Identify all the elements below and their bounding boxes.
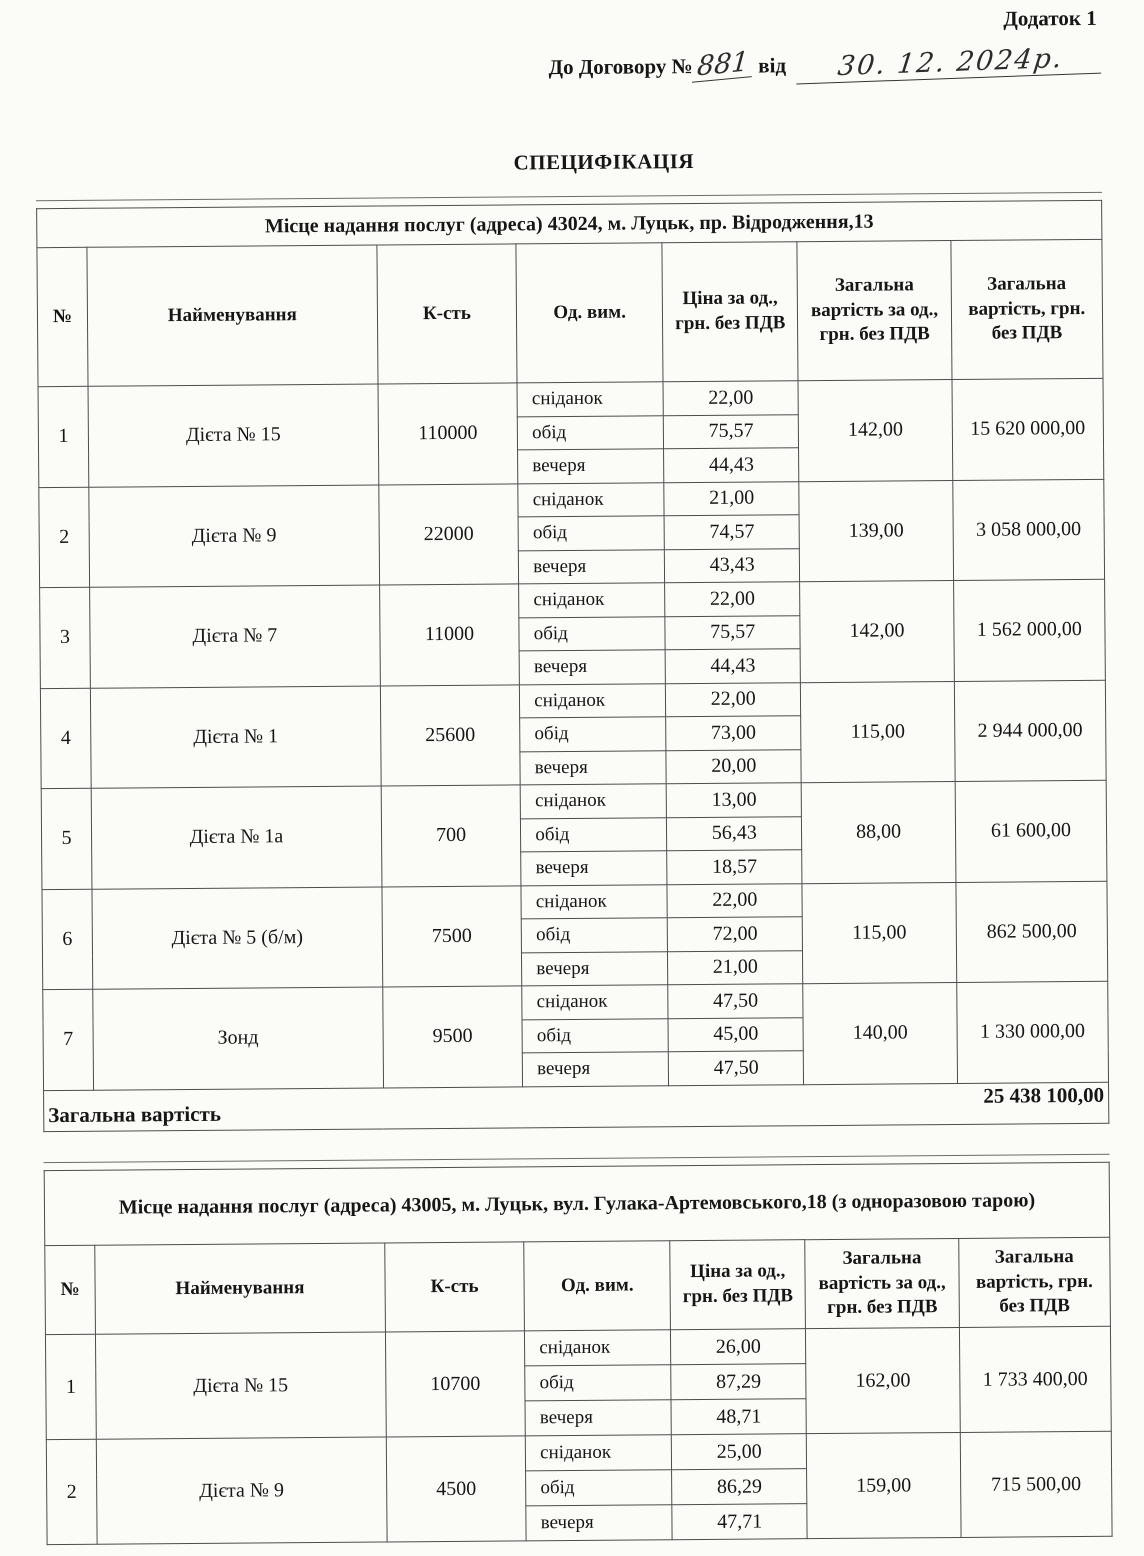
row-total-cell: 3 058 000,00 xyxy=(953,479,1105,581)
row-total-cell: 1 733 400,00 xyxy=(959,1326,1111,1432)
meal-price-cell: 75,57 xyxy=(663,414,799,449)
unit-total-cell: 142,00 xyxy=(798,380,952,482)
meal-unit-cell: сніданок xyxy=(525,1330,671,1366)
meal-unit-cell: сніданок xyxy=(520,683,666,718)
meal-unit-cell: вечеря xyxy=(520,750,666,785)
table-location-title: Місце надання послуг (адреса) 43024, м. Луцьк, пр. Відродження,13 xyxy=(37,200,1102,247)
col-header-total: Загальна вартість, грн. без ПДВ xyxy=(958,1237,1110,1327)
unit-total-cell: 140,00 xyxy=(803,982,957,1084)
diet-name-cell: Дієта № 9 xyxy=(89,485,379,588)
diet-row-line xyxy=(42,881,1107,923)
diet-name-cell: Дієта № 1а xyxy=(91,786,381,889)
grand-total-row xyxy=(44,1082,1109,1131)
meal-price-cell: 44,43 xyxy=(664,448,800,483)
table-location-row xyxy=(44,1162,1110,1245)
meal-price-cell: 48,71 xyxy=(671,1399,807,1435)
diet-row-line xyxy=(39,479,1104,521)
diet-name-cell: Дієта № 15 xyxy=(96,1332,387,1439)
diet-row-line xyxy=(40,579,1105,621)
quantity-cell: 110000 xyxy=(378,383,518,485)
meal-unit-cell: обід xyxy=(526,1470,672,1506)
col-header-unit: Од. вим. xyxy=(516,243,663,383)
quantity-cell: 25600 xyxy=(380,684,520,786)
grand-total-cell xyxy=(44,1082,1109,1131)
row-number-cell: 2 xyxy=(39,487,90,588)
diet-row-line xyxy=(45,1326,1110,1369)
meal-unit-cell: обід xyxy=(518,415,664,450)
diet-name-cell: Дієта № 15 xyxy=(88,384,378,487)
row-number-cell: 5 xyxy=(41,788,92,889)
col-header-number: № xyxy=(45,1245,96,1334)
diet-name-cell: Дієта № 5 (б/м) xyxy=(92,887,382,990)
diet-name-cell: Дієта № 1 xyxy=(90,686,380,789)
diet-row-line xyxy=(41,780,1106,822)
meal-unit-cell: вечеря xyxy=(521,851,667,886)
col-header-number: № xyxy=(37,247,88,386)
table-body xyxy=(38,378,1108,1090)
meal-price-cell: 21,00 xyxy=(664,481,800,516)
col-header-unit: Од. вим. xyxy=(524,1241,671,1331)
meal-price-cell: 74,57 xyxy=(664,515,800,550)
meal-price-cell: 75,57 xyxy=(665,615,801,650)
meal-price-cell: 20,00 xyxy=(666,749,802,784)
col-header-unit-total: Загальна вартість за од., грн. без ПДВ xyxy=(805,1238,959,1328)
column-header-row xyxy=(45,1237,1111,1334)
spec-table-hulaka-artemovskoho xyxy=(44,1162,1113,1545)
meal-unit-cell: сніданок xyxy=(521,884,667,919)
diet-name-cell: Дієта № 9 xyxy=(96,1437,387,1544)
quantity-cell: 11000 xyxy=(379,584,519,686)
meal-price-cell: 56,43 xyxy=(667,816,803,851)
meal-price-cell: 18,57 xyxy=(667,850,803,885)
meal-unit-cell: обід xyxy=(519,616,665,651)
unit-total-cell: 159,00 xyxy=(807,1432,961,1538)
col-header-qty: К-сть xyxy=(377,244,518,384)
spec-table-vidrodzhennia xyxy=(36,200,1109,1132)
meal-unit-cell: обід xyxy=(521,817,667,852)
contract-date-handwritten: 30. 12. 2024р. xyxy=(796,43,1104,84)
meal-price-cell: 47,71 xyxy=(672,1504,808,1540)
meal-unit-cell: сніданок xyxy=(519,583,665,618)
meal-unit-cell: вечеря xyxy=(522,951,668,986)
table-2-container xyxy=(44,1154,1113,1545)
quantity-cell: 700 xyxy=(381,785,521,887)
unit-total-cell: 142,00 xyxy=(800,581,954,683)
col-header-total: Загальна вартість, грн. без ПДВ xyxy=(951,239,1103,379)
quantity-cell: 10700 xyxy=(385,1331,525,1437)
diet-name-cell: Дієта № 7 xyxy=(90,585,380,688)
meal-price-cell: 45,00 xyxy=(668,1017,804,1052)
contract-prefix: До Договору № xyxy=(548,54,693,80)
meal-price-cell: 22,00 xyxy=(663,381,799,416)
quantity-cell: 4500 xyxy=(386,1436,526,1542)
row-number-cell: 7 xyxy=(43,989,94,1090)
diet-row-line xyxy=(38,378,1103,420)
grand-total-value: 25 438 100,00 xyxy=(983,1082,1105,1108)
meal-unit-cell: вечеря xyxy=(525,1400,671,1436)
meal-price-cell: 43,43 xyxy=(664,548,800,583)
unit-total-cell: 115,00 xyxy=(801,681,955,783)
document-title: СПЕЦИФІКАЦІЯ xyxy=(513,149,695,175)
meal-price-cell: 21,00 xyxy=(668,950,804,985)
meal-unit-cell: сніданок xyxy=(526,1435,672,1471)
diet-row-line xyxy=(43,981,1108,1023)
contract-number-handwritten: 881 xyxy=(692,48,754,83)
row-number-cell: 3 xyxy=(40,587,91,688)
row-number-cell: 2 xyxy=(46,1439,97,1544)
meal-price-cell: 44,43 xyxy=(665,649,801,684)
meal-price-cell: 47,50 xyxy=(668,1051,804,1086)
meal-unit-cell: вечеря xyxy=(519,549,665,584)
row-number-cell: 6 xyxy=(42,889,93,990)
col-header-price: Ціна за од., грн. без ПДВ xyxy=(670,1240,806,1330)
quantity-cell: 22000 xyxy=(379,483,519,585)
meal-unit-cell: сніданок xyxy=(520,784,666,819)
diet-row-line xyxy=(40,680,1105,722)
meal-unit-cell: сніданок xyxy=(522,985,668,1020)
col-header-qty: К-сть xyxy=(384,1242,524,1332)
col-header-unit-total: Загальна вартість за од., грн. без ПДВ xyxy=(797,241,951,381)
meal-price-cell: 22,00 xyxy=(665,682,801,717)
meal-price-cell: 22,00 xyxy=(665,582,801,617)
col-header-name: Найменування xyxy=(87,245,378,386)
table-body xyxy=(45,1326,1112,1544)
meal-price-cell: 72,00 xyxy=(667,917,803,952)
meal-unit-cell: вечеря xyxy=(518,449,664,484)
unit-total-cell: 139,00 xyxy=(799,480,953,582)
col-header-name: Найменування xyxy=(95,1243,385,1334)
grand-total-label: Загальна вартість xyxy=(48,1101,222,1128)
row-number-cell: 1 xyxy=(38,386,89,487)
meal-price-cell: 47,50 xyxy=(668,984,804,1019)
table-1-container xyxy=(36,192,1109,1132)
meal-unit-cell: обід xyxy=(522,1018,668,1053)
contract-line xyxy=(548,42,1103,83)
row-total-cell: 1 330 000,00 xyxy=(956,981,1108,1083)
quantity-cell: 7500 xyxy=(382,885,522,987)
row-number-cell: 4 xyxy=(40,688,91,789)
meal-price-cell: 87,29 xyxy=(671,1364,807,1400)
row-total-cell: 1 562 000,00 xyxy=(953,579,1105,681)
row-total-cell: 2 944 000,00 xyxy=(954,680,1106,782)
row-total-cell: 862 500,00 xyxy=(956,881,1108,983)
row-number-cell: 1 xyxy=(45,1334,96,1439)
meal-price-cell: 25,00 xyxy=(671,1434,807,1470)
appendix-label: Додаток 1 xyxy=(1003,5,1097,31)
diet-name-cell: Зонд xyxy=(93,987,383,1090)
contract-between: від xyxy=(758,53,787,78)
meal-price-cell: 22,00 xyxy=(667,883,803,918)
unit-total-cell: 88,00 xyxy=(802,781,956,883)
meal-unit-cell: обід xyxy=(525,1365,671,1401)
diet-row-line xyxy=(46,1431,1111,1474)
meal-unit-cell: вечеря xyxy=(519,650,665,685)
column-header-row xyxy=(37,239,1103,386)
row-total-cell: 15 620 000,00 xyxy=(952,378,1104,480)
meal-price-cell: 86,29 xyxy=(672,1469,808,1505)
row-total-cell: 715 500,00 xyxy=(960,1431,1112,1537)
meal-unit-cell: обід xyxy=(521,918,667,953)
meal-price-cell: 26,00 xyxy=(671,1329,807,1365)
meal-unit-cell: вечеря xyxy=(526,1505,672,1541)
meal-unit-cell: обід xyxy=(520,717,666,752)
meal-unit-cell: сніданок xyxy=(518,482,664,517)
row-total-cell: 61 600,00 xyxy=(955,780,1107,882)
unit-total-cell: 162,00 xyxy=(806,1327,960,1433)
meal-price-cell: 73,00 xyxy=(666,716,802,751)
unit-total-cell: 115,00 xyxy=(802,882,956,984)
col-header-price: Ціна за од., грн. без ПДВ xyxy=(662,242,798,382)
table-location-title: Місце надання послуг (адреса) 43005, м. Луцьк, вул. Гулака-Артемовського,18 (з одноразовою тарою) xyxy=(44,1162,1110,1245)
meal-unit-cell: вечеря xyxy=(523,1052,669,1087)
meal-unit-cell: обід xyxy=(518,516,664,551)
quantity-cell: 9500 xyxy=(382,986,522,1088)
meal-price-cell: 13,00 xyxy=(666,783,802,818)
meal-unit-cell: сніданок xyxy=(517,382,663,417)
